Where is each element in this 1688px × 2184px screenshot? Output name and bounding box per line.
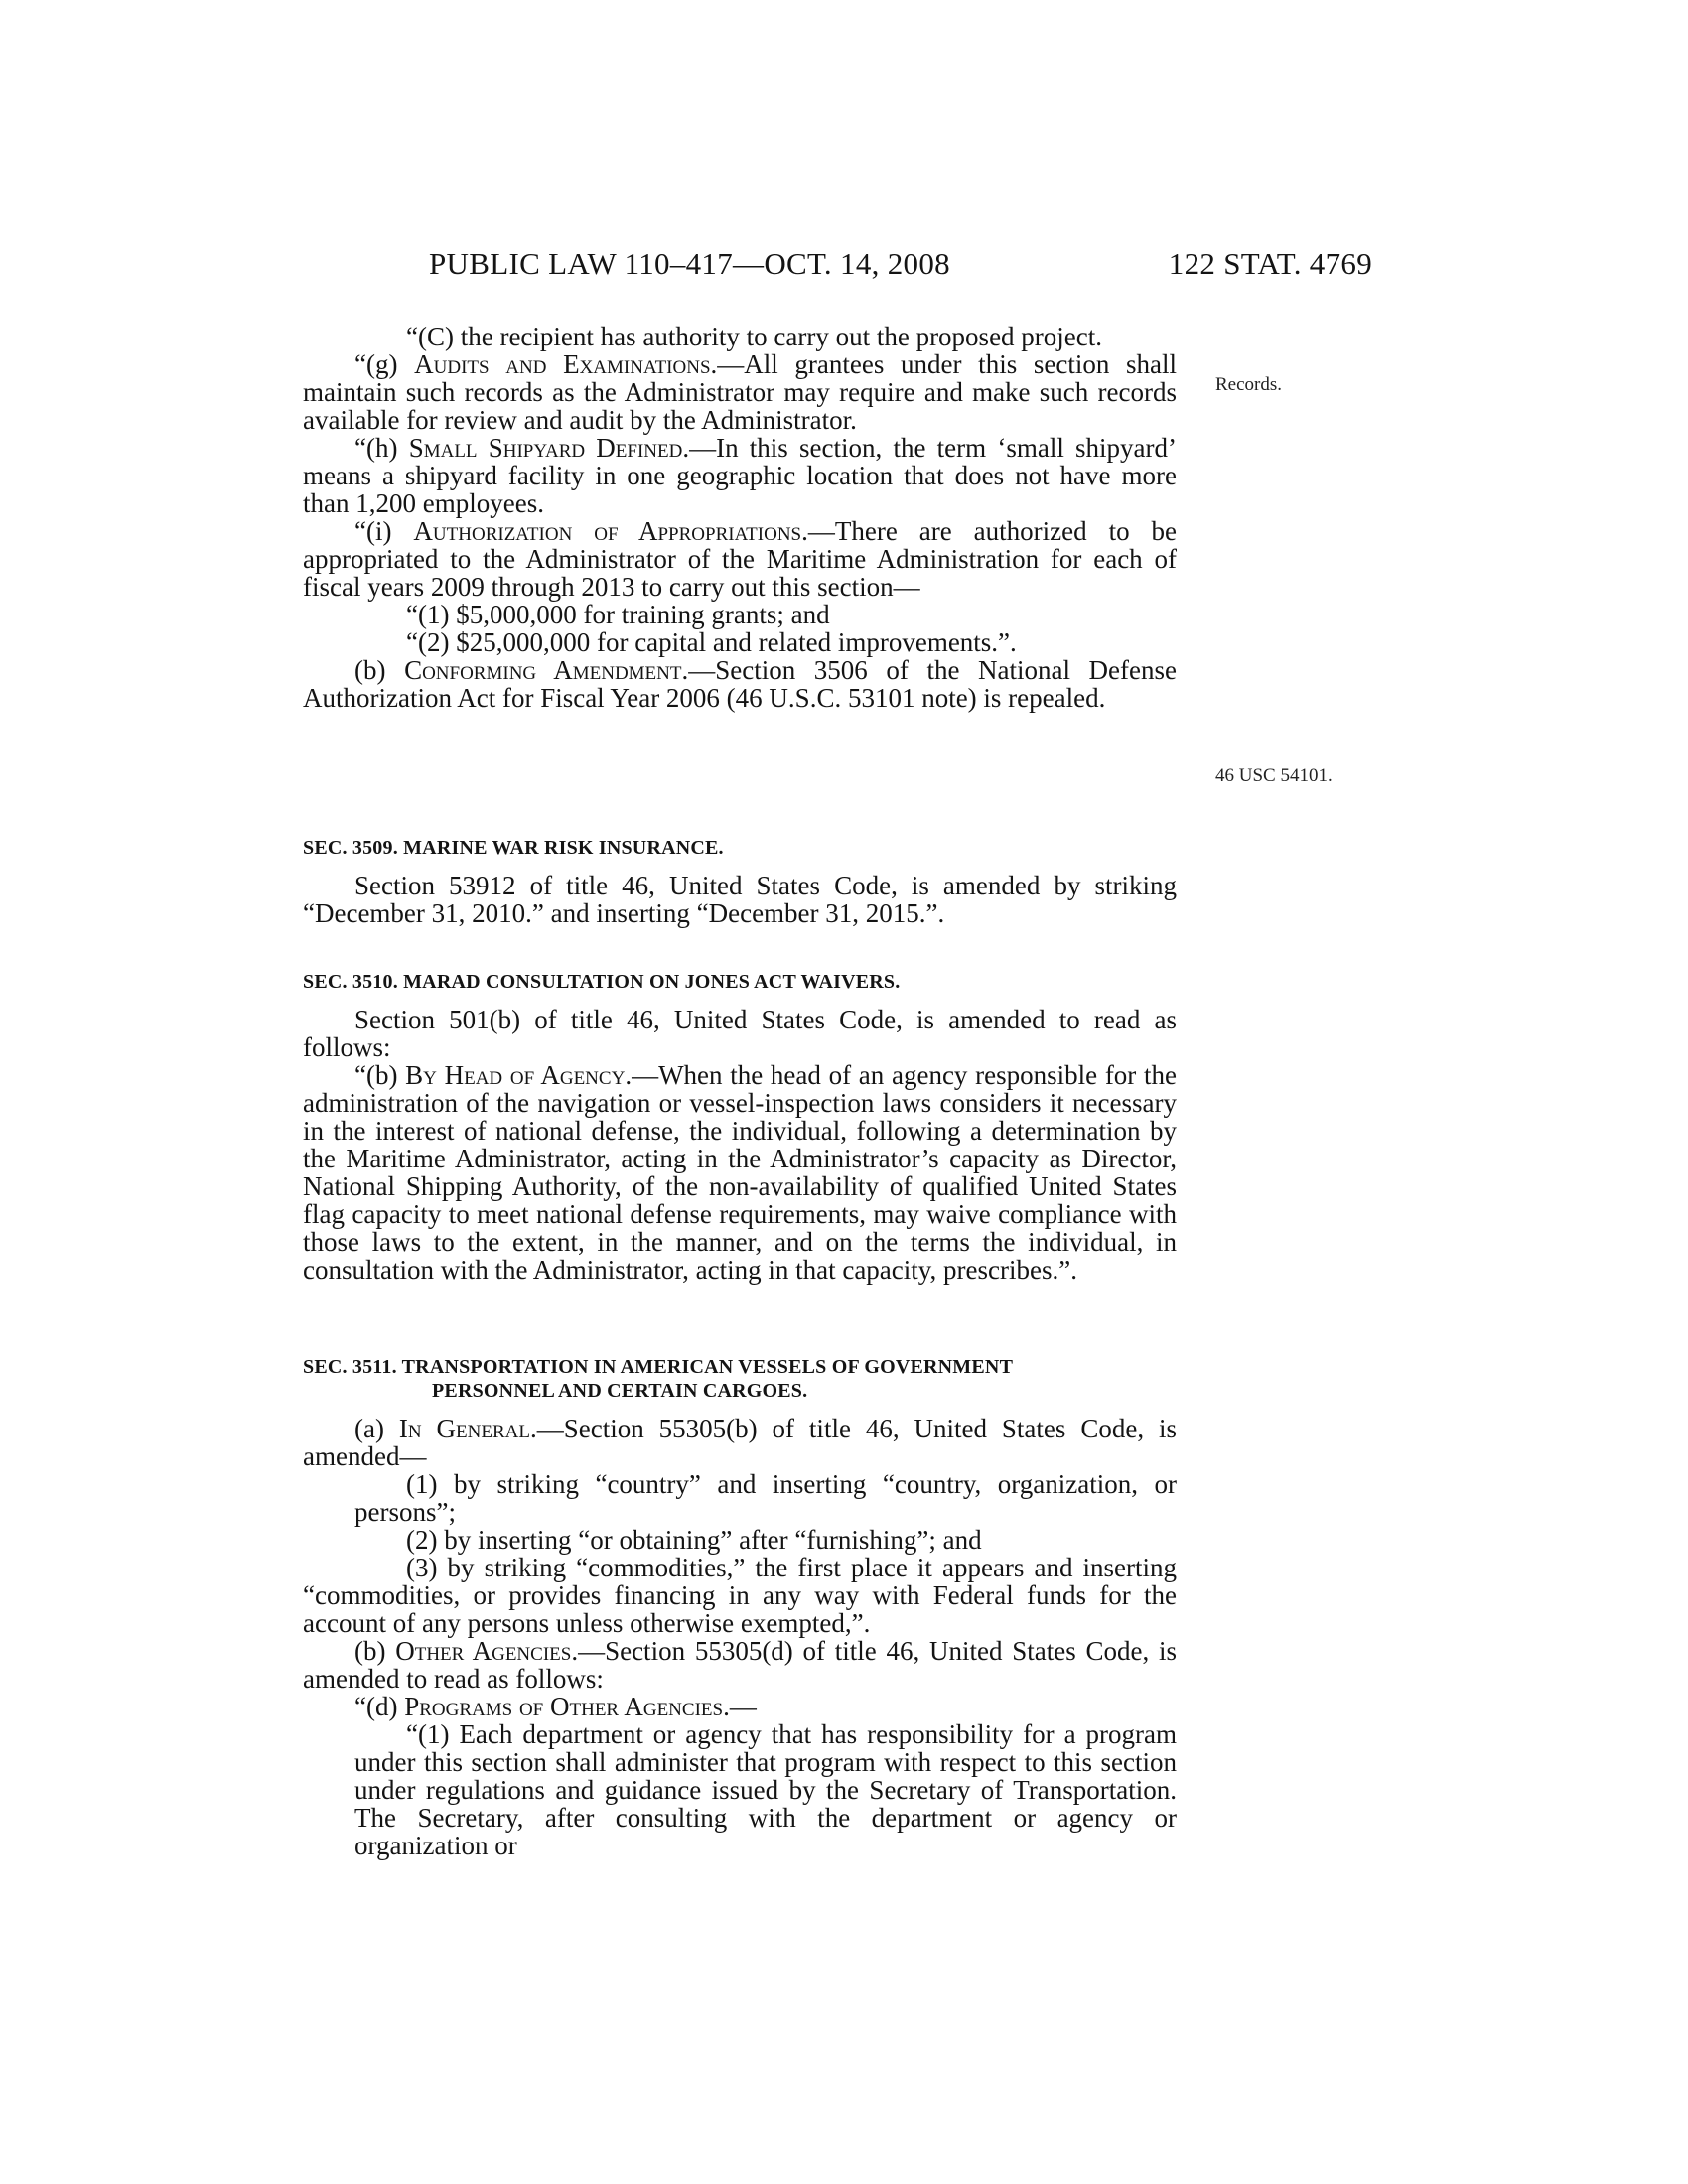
paragraph-i: “(i) Authorization of Appropriations.—There are authorized to be appropriated to the Administrator of the Maritime Administration for each of fiscal years 2009 through 2013 to carry out this section— xyxy=(303,516,1177,602)
section-3511-a3: (3) by striking “commodities,” the first place it appears and inserting “commodities, or provides financing in any way with Federal funds for the account of any persons unless otherwise exempted,”. xyxy=(303,1553,1177,1638)
section-3511-d: “(d) Programs of Other Agencies.— xyxy=(354,1692,757,1721)
paragraph-c: “(C) the recipient has authority to carry out the proposed project. xyxy=(406,322,1103,351)
section-3511-a: (a) In General.—Section 55305(b) of title 46, United States Code, is amended— xyxy=(303,1414,1177,1471)
margin-note-records: Records. xyxy=(1215,374,1283,395)
paragraph-b-conforming: (b) Conforming Amendment.—Section 3506 of the National Defense Authorization Act for Fiscal Year 2006 (46 U.S.C. 53101 note) is repealed. xyxy=(303,655,1178,713)
section-heading-3510: SEC. 3510. MARAD CONSULTATION ON JONES ACT WAIVERS. xyxy=(303,971,901,993)
heading-other-agencies: Other Agencies xyxy=(395,1636,572,1666)
margin-note-usc: 46 USC 54101. xyxy=(1215,765,1333,786)
heading-head-of-agency: By Head of Agency xyxy=(405,1060,626,1090)
paragraph-i2: “(2) $25,000,000 for capital and related improvements.”. xyxy=(406,627,1017,657)
section-heading-3511: SEC. 3511. TRANSPORTATION IN AMERICAN VESSELS OF GOVERNMENT PERSONNEL AND CERTAIN CARGOES. xyxy=(303,1356,1014,1402)
section-3509-text: Section 53912 of title 46, United States Code, is amended by striking “December 31, 2010.” and inserting “December 31, 2015.”. xyxy=(303,871,1177,928)
heading-authorization: Authorization of Appropriations xyxy=(413,516,802,546)
section-3510-b: “(b) By Head of Agency.—When the head of an agency responsible for the administration of the navigation or vessel-inspection laws considers it necessary in the interest of national defense, the individual, following a determination by the Maritime Administrator, acting in the Administrator’s capacity as Director, National Shipping Authority, of the non-availability of qualified United States flag capacity to meet national defense requirements, may waive compliance with those laws to the extent, in the manner, and on the terms the individual, in consultation with the Administrator, acting in that capacity, prescribes.”. xyxy=(303,1060,1177,1285)
paragraph-h: “(h) Small Shipyard Defined.—In this section, the term ‘small shipyard’ means a shipyard facility in one geographic location that does not have more than 1,200 employees. xyxy=(303,433,1178,518)
heading-small-shipyard: Small Shipyard Defined xyxy=(408,433,683,463)
block-subsections xyxy=(303,323,1177,712)
section-3511-d1: “(1) Each department or agency that has responsibility for a program under this section shall administer that program with respect to this section under regulations and guidance issued by the Secretary of Transportation. The Secretary, after consulting with the department or agency or organization or xyxy=(354,1719,1177,1860)
section-3510 xyxy=(303,970,1177,1284)
page-header xyxy=(429,246,1372,286)
section-heading-3509: SEC. 3509. MARINE WAR RISK INSURANCE. xyxy=(303,837,724,859)
paragraph-i1: “(1) $5,000,000 for training grants; and xyxy=(406,600,830,629)
section-3511-a2: (2) by inserting “or obtaining” after “furnishing”; and xyxy=(406,1525,982,1555)
section-3511-a1: (1) by striking “country” and inserting “country, organization, or persons”; xyxy=(354,1469,1177,1527)
heading-audits: Audits and Examinations xyxy=(414,349,711,379)
section-3511 xyxy=(303,1355,1177,1859)
heading-programs-other-agencies: Programs of Other Agencies xyxy=(404,1692,724,1721)
section-3511-b: (b) Other Agencies.—Section 55305(d) of title 46, United States Code, is amended to read as follows: xyxy=(303,1636,1177,1694)
heading-conforming: Conforming Amendment xyxy=(404,655,682,685)
law-title: PUBLIC LAW 110–417—OCT. 14, 2008 xyxy=(429,246,950,281)
paragraph-g: “(g) Audits and Examinations.—All grantees under this section shall maintain such records as the Administrator may require and make such records available for review and audit by the Administrator. xyxy=(303,349,1177,435)
section-3510-intro: Section 501(b) of title 46, United States Code, is amended to read as follows: xyxy=(303,1005,1177,1062)
heading-in-general: In General xyxy=(398,1414,530,1443)
section-3509 xyxy=(303,836,1177,927)
statute-reference: 122 STAT. 4769 xyxy=(1168,246,1372,281)
